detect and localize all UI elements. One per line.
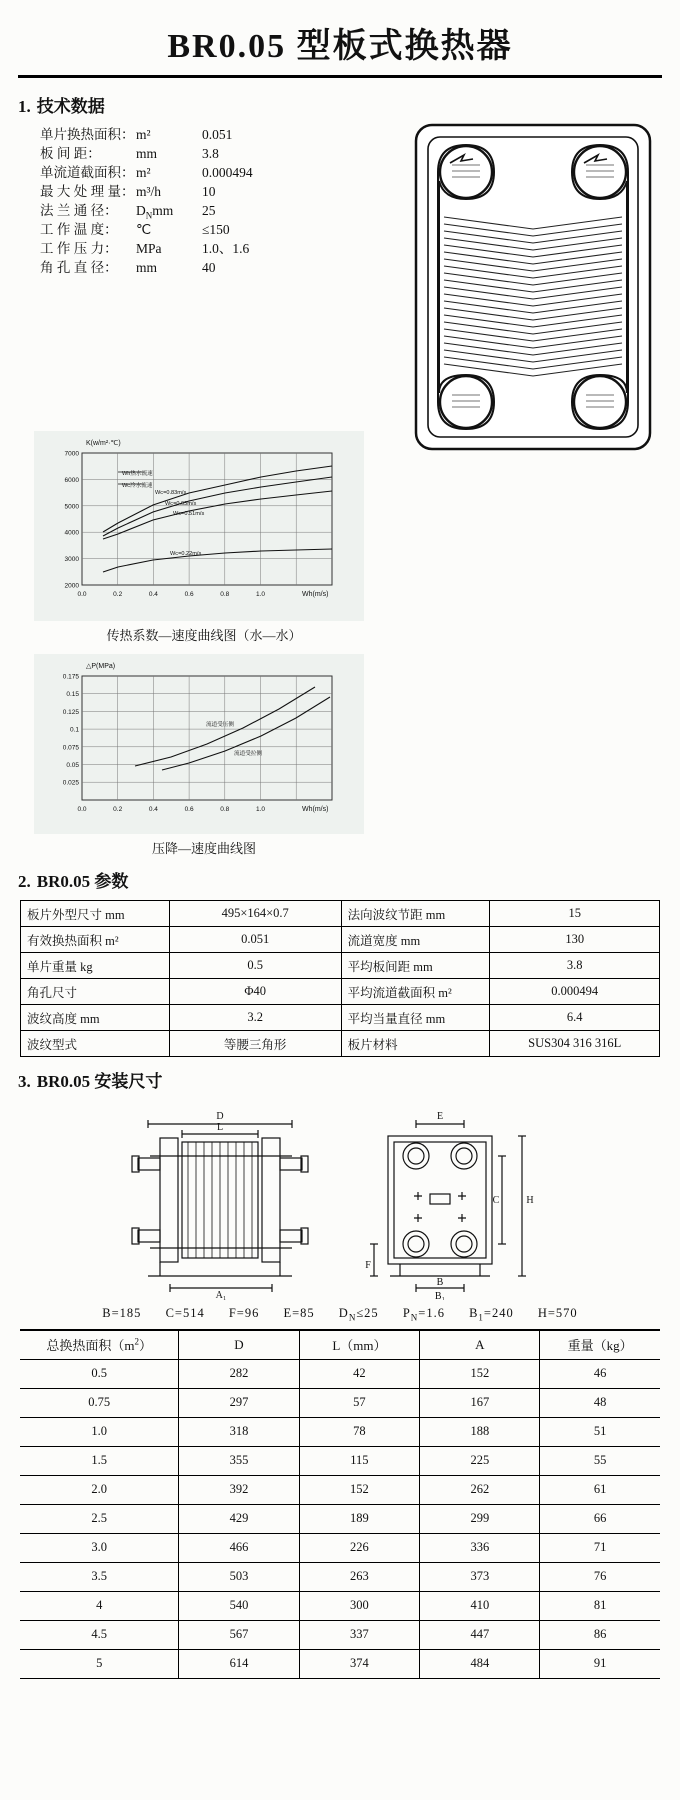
svg-text:0.6: 0.6 — [184, 591, 194, 598]
cell-a: 373 — [420, 1562, 540, 1591]
svg-text:△P(MPa): △P(MPa) — [86, 663, 116, 670]
spec-unit: MPa — [136, 241, 162, 256]
param-value: 0.051 — [169, 927, 341, 953]
table-row — [21, 979, 660, 1005]
param-value: 495×164×0.7 — [169, 901, 341, 927]
col-header-d: D — [179, 1330, 299, 1360]
col-header-area: 总换热面积$(m^2)$ — [20, 1330, 179, 1360]
svg-text:C: C — [492, 1195, 500, 1206]
svg-text:F: F — [365, 1260, 371, 1271]
installation-dimensions-table — [20, 1329, 660, 1679]
cell-weight: 48 — [540, 1388, 660, 1417]
spec-value: 10 — [202, 184, 216, 199]
spec-value: ≤150 — [202, 222, 230, 237]
svg-text:0.2: 0.2 — [113, 591, 123, 598]
page-title: BR0.05 型板式换热器 — [167, 28, 513, 65]
svg-text:A₁: A₁ — [215, 1290, 227, 1300]
param-value: 3.2 — [169, 1005, 341, 1031]
cell-area: 4.5 — [20, 1620, 179, 1649]
cell-l: 57 — [299, 1388, 420, 1417]
svg-text:0.0: 0.0 — [77, 806, 87, 813]
cell-d: 282 — [179, 1359, 299, 1388]
chart-heat-transfer — [34, 431, 364, 621]
section-number-1: 1. — [18, 97, 31, 116]
svg-text:0.8: 0.8 — [220, 591, 230, 598]
svg-text:1.0: 1.0 — [255, 806, 266, 813]
spec-label: 法 兰 通 径： — [40, 203, 118, 218]
dim-B1: $B_1=240$ — [469, 1306, 514, 1323]
spec-value: 0.000494 — [202, 165, 253, 180]
cell-d: 567 — [179, 1620, 299, 1649]
cell-area: 2.5 — [20, 1504, 179, 1533]
cell-l: 78 — [299, 1417, 420, 1446]
cell-l: 374 — [299, 1649, 420, 1678]
cell-weight: 91 — [540, 1649, 660, 1678]
spec-value: 0.051 — [202, 127, 233, 142]
cell-a: 152 — [420, 1359, 540, 1388]
cell-weight: 71 — [540, 1533, 660, 1562]
dim-PN: $P_N=1.6$ — [402, 1306, 445, 1323]
cell-d: 297 — [179, 1388, 299, 1417]
cell-weight: 81 — [540, 1591, 660, 1620]
spec-value: 25 — [202, 203, 216, 218]
svg-text:0.8: 0.8 — [220, 806, 230, 813]
title-divider — [18, 75, 662, 78]
spec-label: 单流道截面积： — [40, 165, 135, 180]
table-row — [20, 1533, 660, 1562]
svg-text:0.025: 0.025 — [62, 779, 79, 787]
svg-text:0.2: 0.2 — [113, 806, 123, 813]
table-row — [20, 1649, 660, 1678]
table-row — [21, 1031, 660, 1057]
cell-l: 152 — [299, 1475, 420, 1504]
cell-area: 5 — [20, 1649, 179, 1678]
svg-text:1.0: 1.0 — [255, 591, 266, 598]
param-value: 0.5 — [169, 953, 341, 979]
svg-text:0.0: 0.0 — [77, 591, 87, 598]
svg-text:5000: 5000 — [64, 503, 79, 511]
svg-text:3000: 3000 — [64, 556, 79, 564]
cell-d: 429 — [179, 1504, 299, 1533]
svg-text:H: H — [526, 1195, 534, 1206]
svg-text:2000: 2000 — [64, 582, 79, 590]
section-label-3: BR0.05 安装尺寸 — [36, 1072, 163, 1091]
cell-area: 4 — [20, 1591, 179, 1620]
cell-l: 189 — [299, 1504, 420, 1533]
parameters-table — [20, 900, 660, 1057]
dim-C: C=514 — [165, 1306, 205, 1320]
section-heading-2 — [18, 867, 680, 892]
param-label: 波纹型式 — [21, 1031, 170, 1057]
svg-text:0.1: 0.1 — [69, 726, 79, 734]
plate-illustration — [408, 117, 658, 457]
cell-weight: 66 — [540, 1504, 660, 1533]
table-row — [20, 1562, 660, 1591]
spec-label: 单片换热面积： — [40, 127, 135, 142]
spec-and-plate-area — [0, 125, 680, 425]
cell-a: 484 — [420, 1649, 540, 1678]
cell-l: 300 — [299, 1591, 420, 1620]
cell-a: 447 — [420, 1620, 540, 1649]
chart-pressure-drop — [34, 654, 364, 834]
col-header-weight: 重量（kg） — [540, 1330, 660, 1360]
cell-area: 0.75 — [20, 1388, 179, 1417]
cell-weight: 46 — [540, 1359, 660, 1388]
cell-a: 410 — [420, 1591, 540, 1620]
cell-l: 115 — [299, 1446, 420, 1475]
col-header-a: A — [420, 1330, 540, 1360]
cell-d: 466 — [179, 1533, 299, 1562]
cell-weight: 76 — [540, 1562, 660, 1591]
svg-text:0.05: 0.05 — [66, 762, 79, 769]
section-label-2: BR0.05 参数 — [36, 872, 129, 891]
section-label-1: 技术数据 — [36, 97, 105, 116]
param-value: 6.4 — [490, 1005, 660, 1031]
cell-d: 503 — [179, 1562, 299, 1591]
dim-F: F=96 — [228, 1306, 260, 1320]
svg-text:6000: 6000 — [64, 476, 79, 484]
spec-unit: mm — [136, 260, 158, 275]
cell-d: 355 — [179, 1446, 299, 1475]
table-row — [21, 901, 660, 927]
cell-d: 614 — [179, 1649, 299, 1678]
param-label: 平均流道截面积 m² — [341, 979, 490, 1005]
section-number-3: 3. — [18, 1072, 31, 1091]
param-label: 板片外型尺寸 mm — [21, 901, 170, 927]
spec-unit: ℃ — [136, 222, 152, 237]
cell-weight: 86 — [540, 1620, 660, 1649]
param-label: 法向波纹节距 mm — [341, 901, 490, 927]
svg-text:0.15: 0.15 — [66, 691, 79, 699]
param-value: 15 — [490, 901, 660, 927]
param-label: 板片材料 — [341, 1031, 490, 1057]
spec-label: 板 间 距： — [40, 146, 101, 161]
chart-2-caption: 压降—速度曲线图 — [151, 841, 256, 856]
cell-weight: 51 — [540, 1417, 660, 1446]
spec-label: 角 孔 直 径： — [40, 260, 118, 275]
param-value: 3.8 — [490, 953, 660, 979]
param-value: SUS304 316 316L — [490, 1031, 660, 1057]
svg-text:Wc冷水流速: Wc冷水流速 — [122, 483, 153, 489]
spec-label: 工 作 压 力： — [40, 241, 118, 256]
table-row — [20, 1475, 660, 1504]
table-row — [21, 953, 660, 979]
table-row — [20, 1620, 660, 1649]
spec-value: 1.0、1.6 — [202, 241, 250, 256]
table-row — [21, 927, 660, 953]
cell-d: 318 — [179, 1417, 299, 1446]
svg-text:0.075: 0.075 — [62, 744, 79, 752]
table-header-row — [20, 1330, 660, 1360]
spec-value: 3.8 — [202, 146, 219, 161]
section-heading-3 — [18, 1067, 680, 1092]
svg-text:D: D — [216, 1111, 224, 1122]
svg-text:Wc=0.63m/s: Wc=0.63m/s — [165, 501, 197, 507]
table-row — [20, 1388, 660, 1417]
svg-text:0.4: 0.4 — [148, 806, 158, 813]
svg-text:流道受压侧: 流道受压侧 — [206, 722, 234, 728]
svg-text:Wh(m/s): Wh(m/s) — [302, 806, 329, 813]
param-label: 平均当量直径 mm — [341, 1005, 490, 1031]
svg-text:Wh热水流速: Wh热水流速 — [122, 471, 153, 477]
cell-area: 1.0 — [20, 1417, 179, 1446]
spec-label: 最 大 处 理 量： — [40, 184, 135, 199]
param-value: 等腰三角形 — [169, 1031, 341, 1057]
col-header-l: L（mm） — [299, 1330, 420, 1360]
table-row — [20, 1446, 660, 1475]
cell-l: 226 — [299, 1533, 420, 1562]
param-label: 角孔尺寸 — [21, 979, 170, 1005]
cell-a: 262 — [420, 1475, 540, 1504]
section-heading-1 — [18, 92, 680, 117]
svg-text:K(w/m²·℃): K(w/m²·℃) — [86, 440, 121, 447]
param-label: 波纹高度 mm — [21, 1005, 170, 1031]
installation-drawing — [30, 1100, 650, 1300]
dim-DN: $D_N\le 25$ — [338, 1306, 379, 1323]
table-row — [21, 1005, 660, 1031]
cell-l: 263 — [299, 1562, 420, 1591]
spec-value: 40 — [202, 260, 216, 275]
svg-text:Wh(m/s): Wh(m/s) — [302, 591, 329, 598]
svg-text:Wc=0.51m/s: Wc=0.51m/s — [173, 511, 205, 517]
dim-H: H=570 — [537, 1306, 578, 1320]
svg-text:7000: 7000 — [64, 450, 79, 458]
svg-text:E: E — [436, 1111, 444, 1122]
svg-text:B: B — [436, 1277, 444, 1288]
cell-a: 225 — [420, 1446, 540, 1475]
param-label: 单片重量 kg — [21, 953, 170, 979]
svg-text:0.4: 0.4 — [148, 591, 158, 598]
cell-d: 392 — [179, 1475, 299, 1504]
cell-weight: 55 — [540, 1446, 660, 1475]
param-value: 0.000494 — [490, 979, 660, 1005]
param-value: Φ40 — [169, 979, 341, 1005]
cell-l: 42 — [299, 1359, 420, 1388]
svg-text:L: L — [216, 1122, 224, 1133]
cell-area: 3.5 — [20, 1562, 179, 1591]
dim-E: E=85 — [283, 1306, 315, 1320]
cell-area: 2.0 — [20, 1475, 179, 1504]
param-label: 有效换热面积 m² — [21, 927, 170, 953]
cell-area: 3.0 — [20, 1533, 179, 1562]
table-row — [20, 1359, 660, 1388]
spec-unit: m² — [136, 127, 151, 142]
svg-text:0.175: 0.175 — [62, 673, 79, 681]
cell-l: 337 — [299, 1620, 420, 1649]
section-number-2: 2. — [18, 872, 31, 891]
svg-text:0.125: 0.125 — [62, 708, 79, 716]
spec-unit: m³/h — [136, 184, 162, 199]
param-value: 130 — [490, 927, 660, 953]
spec-unit: $D_Nmm$ — [136, 203, 174, 221]
table-row — [20, 1417, 660, 1446]
fixed-dimensions-line — [0, 1306, 680, 1323]
table-row — [20, 1504, 660, 1533]
cell-a: 167 — [420, 1388, 540, 1417]
svg-text:Wc=0.83m/s: Wc=0.83m/s — [155, 490, 187, 496]
cell-a: 188 — [420, 1417, 540, 1446]
svg-text:B₁: B₁ — [434, 1291, 446, 1300]
cell-d: 540 — [179, 1591, 299, 1620]
cell-a: 299 — [420, 1504, 540, 1533]
param-label: 平均板间距 mm — [341, 953, 490, 979]
cell-area: 1.5 — [20, 1446, 179, 1475]
spec-unit: mm — [136, 146, 158, 161]
chart-1-caption: 传热系数—速度曲线图（水—水） — [106, 628, 302, 643]
cell-a: 336 — [420, 1533, 540, 1562]
svg-text:Wc=0.22m/s: Wc=0.22m/s — [170, 551, 202, 557]
cell-weight: 61 — [540, 1475, 660, 1504]
param-label: 流道宽度 mm — [341, 927, 490, 953]
cell-area: 0.5 — [20, 1359, 179, 1388]
spec-label: 工 作 温 度： — [40, 222, 118, 237]
spec-unit: m² — [136, 165, 151, 180]
table-row — [20, 1591, 660, 1620]
dim-B: B=185 — [102, 1306, 142, 1320]
svg-text:4000: 4000 — [64, 529, 79, 537]
svg-text:0.6: 0.6 — [184, 806, 194, 813]
svg-text:流道受拉侧: 流道受拉侧 — [234, 751, 262, 757]
